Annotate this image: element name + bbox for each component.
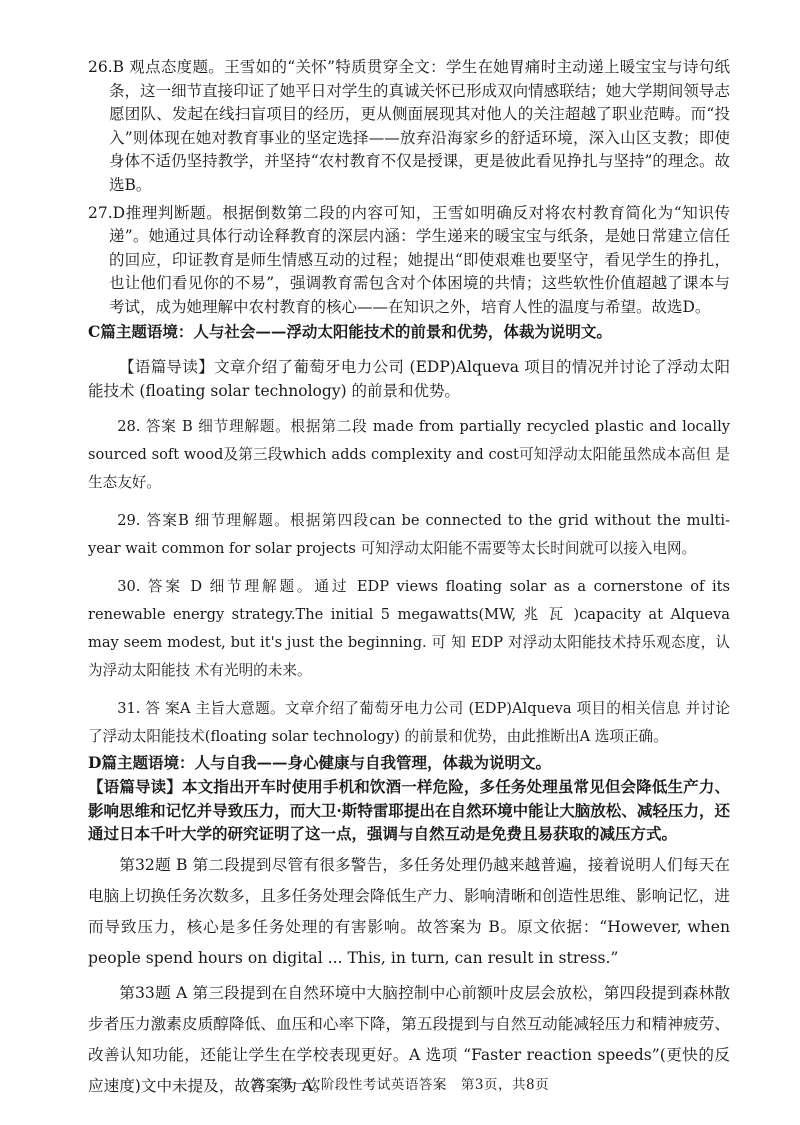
answer-33: 第33题 A 第三段提到在自然环境中大脑控制中心前额叶皮层会放松，第四段提到森林散步者压力激素皮质醇降低、血压和心率下降，第五段提到与自然互动能减轻压力和精神疲劳、改善认知功能，还能让学生在学校表现更好。A 选项 “Faster reaction speeds”(更快的反应速度)文中未提及，故答案为 A。 bbox=[88, 983, 730, 1095]
page-footer: 高二第一次阶段性考试英语答案 第3页，共8页 bbox=[250, 1077, 550, 1093]
answer-26: 26.B 观点态度题。王雪如的“关怀”特质贯穿全文：学生在她胃痛时主动递上暖宝宝与诗句纸条，这一细节直接印证了她平日对学生的真诚关怀已形成双向情感联结；她大学期间领导志愿团队、发起在线扫盲项目的经历，更从侧面展现其对他人的关注超越了职业范畴。而“投入”则体现在她对教育事业的坚定选择——放弃沿海家乡的舒适环境，深入山区支教；即使身体不适仍坚持教学，并坚持“农村教育不仅是授课，更是彼此看见挣扎与坚持”的理念。故选B。 bbox=[88, 58, 730, 194]
answer-29: 29. 答案B 细节理解题。根据第四段can be connected to the grid without the multi-year wait common for solar projects 可知浮动太阳能不需要等太长时间就可以接入电网。 bbox=[88, 512, 730, 558]
answer-28: 28. 答案 B 细节理解题。根据第二段 made from partially recycled plastic and locally sourced soft wood及第三段which adds complexity and cost可知浮动太阳能虽然成本高但 是生态友好。 bbox=[88, 418, 730, 492]
section-c-heading: C篇主题语境：人与社会——浮动太阳能技术的前景和优势，体裁为说明文。 bbox=[88, 321, 612, 341]
section-d-guide: 【语篇导读】本文指出开车时使用手机和饮酒一样危险，多任务处理虽常见但会降低生产力、影响思维和记忆并导致压力，而大卫·斯特雷耶提出在自然环境中能让大脑放松、减轻压力，还通过日本千叶大学的研究证明了这一点，强调与自然互动是免费且易获取的减压方式。 bbox=[88, 776, 730, 844]
section-d-heading: D篇主题语境：人与自我——身心健康与自我管理，体裁为说明文。 bbox=[88, 753, 551, 773]
answer-27: 27.D推理判断题。根据倒数第二段的内容可知，王雪如明确反对将农村教育简化为“知识传递”。她通过具体行动诠释教育的深层内涵：学生递来的暖宝宝与纸条，是她日常建立信任的回应，印证教育是师生情感互动的过程；她提出“即使艰难也要坚守，看见学生的挣扎，也让他们看见你的不易”，强调教育需包含对个体困境的共情；这些软性价值超越了课本与考试，成为她理解中农村教育的核心——在知识之外，培育人性的温度与希望。故选D。 bbox=[88, 203, 730, 316]
answer-30: 30. 答案 D 细节理解题。通过 EDP views floating solar as a cornerstone of its renewable energy strategy.The initial 5 megawatts(MW, 兆 瓦 )capacity at Alqueva may seem modest, but it's just the beginning. 可 知 EDP 对浮动太阳能技术持乐观态度，认为浮动太阳能技 术有光明的未来。 bbox=[88, 578, 730, 680]
answer-31: 31. 答 案A 主旨大意题。文章介绍了葡萄牙电力公司 (EDP)Alqueva 项目的相关信息 并讨论了浮动太阳能技术(floating solar technology) 的前景和优势，由此推断出A 选项正确。 bbox=[88, 700, 730, 746]
answer-content bbox=[88, 56, 730, 1102]
answer-32: 第32题 B 第二段提到尽管有很多警告，多任务处理仍越来越普遍，接着说明人们每天在电脑上切换任务次数多，且多任务处理会降低生产力、影响清晰和创造性思维、影响记忆，进而导致压力，核心是多任务处理的有害影响。故答案为 B。原文依据：“However, when people spend hours on digital ... This, in turn, can result in stress.” bbox=[88, 855, 730, 967]
section-c-guide: 【语篇导读】文章介绍了葡萄牙电力公司 (EDP)Alqueva 项目的情况并讨论了浮动太阳能技术 (floating solar technology) 的前景和优势。 bbox=[88, 358, 730, 400]
